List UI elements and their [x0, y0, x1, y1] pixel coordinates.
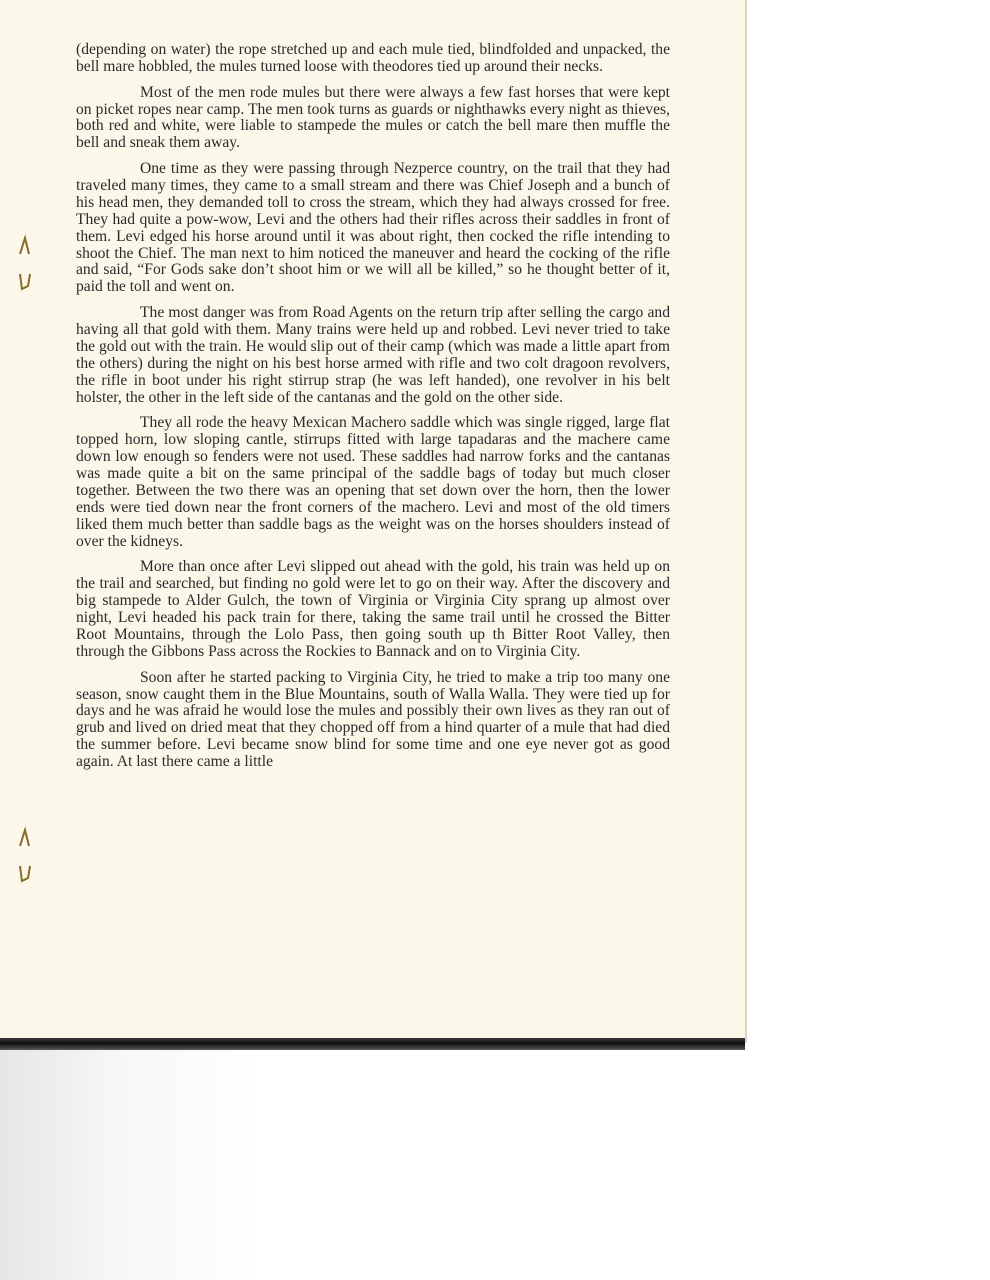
paragraph-4: The most danger was from Road Agents on the return trip after selling the cargo and having all that gold with them. Many trains were held up and robbed. Levi never tried to take the gold out with the train. He would slip out of their camp (which was made a little apart from the others) during the night on his best horse armed with rifle and two colt dragoon revolvers, the rifle in boot under his right stirrup strap (he was left handed), one revolver in his belt holster, the other in the left side of the cantanas and the gold on the other side.	[76, 304, 670, 406]
body-text	[76, 42, 670, 780]
paragraph-3: One time as they were passing through Nezperce country, on the trail that they had traveled many times, they came to a small stream and there was Chief Joseph and a bunch of his head men, they demanded toll to cross the stream, which they had always crossed for free. They had quite a pow-wow, Levi and the others had their rifles across their saddles in front of them. Levi edged his horse around until it was about right, then cocked the rifle intending to shoot the Chief. The man next to him noticed the maneuver and heard the cocking of the rifle and said, “For Gods sake don’t shoot him or we will all be killed,” so he thought better of it, paid the toll and went on.	[76, 160, 670, 296]
scanner-background	[0, 1050, 990, 1280]
page-bottom-edge	[0, 1038, 745, 1050]
paragraph-1: (depending on water) the rope stretched up and each mule tied, blindfolded and unpacked, the bell mare hobbled, the mules turned loose with theodores tied up around their necks.	[76, 41, 670, 75]
paragraph-2: Most of the men rode mules but there were always a few fast horses that were kept on picket ropes near camp. The men took turns as guards or nighthawks every night as thieves, both red and white, were liable to stampede the mules or catch the bell mare then muffle the bell and sneak them away.	[76, 83, 670, 152]
paragraph-7: Soon after he started packing to Virginia City, he tried to make a trip too many one season, snow caught them in the Blue Mountains, south of Walla Walla. They were tied up for days and he was afraid he would lose the mules and possibly their own lives as they ran out of grub and lived on dried meat that they chopped off from a hind quarter of a mule that had died the summer before. Levi became snow blind for some time and one eye never got as good again. At last there came a little	[76, 668, 670, 771]
staple-top-icon	[16, 234, 34, 294]
paragraph-6: More than once after Levi slipped out ahead with the gold, his train was held up on the trail and searched, but finding no gold were let to go on their way. After the discovery and big stampede to Alder Gulch, the town of Virginia or Virginia City sprang up almost over night, Levi headed his pack train for there, taking the same trail until he crossed the Bitter Root Mountains, through the Lolo Pass, then going south up th Bitter Root Valley, then through the Gibbons Pass across the Rockies to Bannack and on to Virginia City.	[76, 558, 670, 660]
paragraph-5: They all rode the heavy Mexican Machero saddle which was single rigged, large flat topped horn, low sloping cantle, stirrups fitted with large tapadaras and the machere came down low enough so fenders were not used. These saddles had narrow forks and the cantanas was made quite a bit on the same principal of the saddle bags of today but much closer together. Between the two there was an opening that set down over the horn, then the lower ends were tied down near the front corners of the machero. Levi and most of the old timers liked them much better than saddle bags as the weight was on the horses shoulders instead of over the kidneys.	[76, 414, 670, 550]
staple-bottom-icon	[16, 826, 34, 886]
